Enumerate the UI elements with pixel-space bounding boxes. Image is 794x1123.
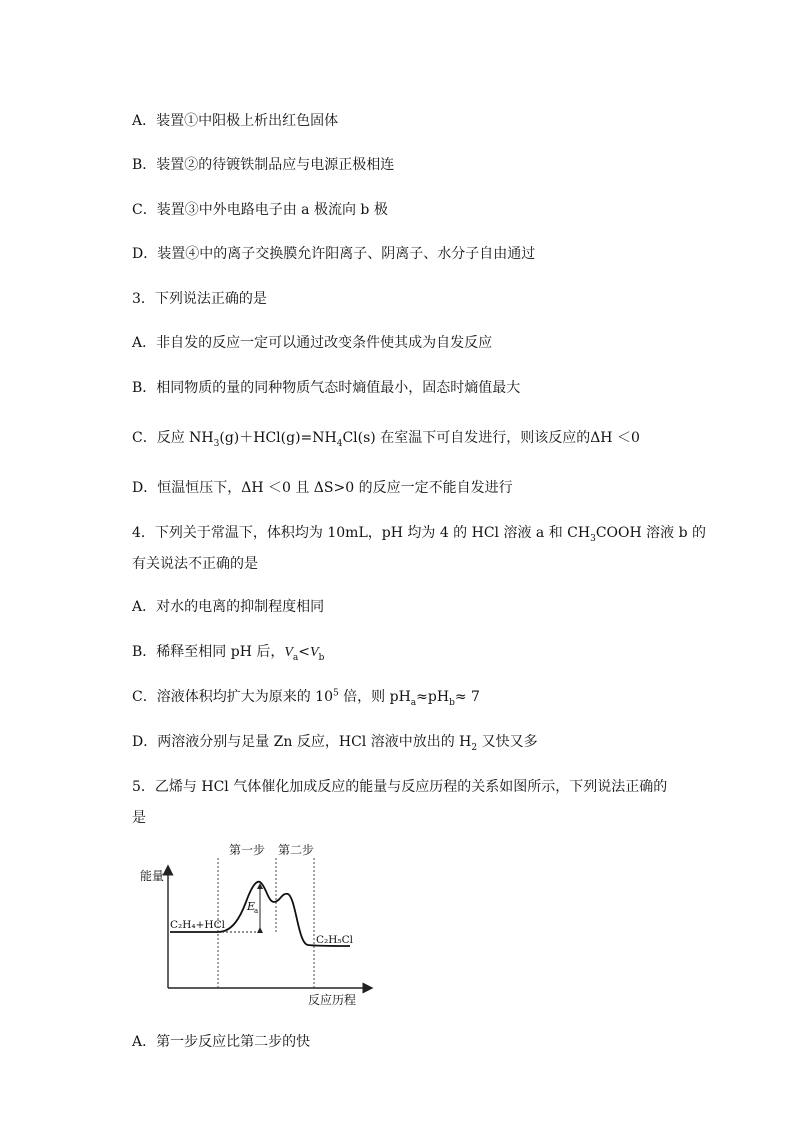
q5-stem-line-2: 是 [132,810,146,826]
q4-option-d [132,733,538,751]
ea-sub-label: a [254,907,259,915]
q4-b-var-1: V [284,645,293,660]
x-axis-label: 反应历程 [308,993,357,1007]
q4-c-sub-2: b [449,697,455,708]
step1-label: 第一步 [229,843,266,857]
q4-d-sub: 2 [471,742,478,753]
q4-stem-line-2: 有关说法不正确的是 [132,556,258,572]
q4-stem-text-1: 4．下列关于常温下，体积均为 10mL，pH 均为 4 的 HCl 溶液 a 和 CH [132,525,591,541]
q4-option-a: A．对水的电离的抑制程度相同 [132,599,325,615]
q4-b-text: B．稀释至相同 pH 后， [132,644,285,660]
q3-option-b: B．相同物质的量的同种物质气态时熵值最小，固态时熵值最大 [132,380,521,396]
q4-c-text-3: ≈pH [416,689,450,705]
q3-c-sub-1: 3 [213,438,220,449]
q3-option-c [132,429,640,447]
q2-option-b: B．装置②的待镀铁制品应与电源正极相连 [132,157,395,173]
q4-c-sub-1: a [410,697,417,708]
reactant-label: C₂H₄+HCl [170,919,225,931]
q4-stem-sub: 3 [590,533,596,544]
q4-b-lt: < [298,644,311,660]
q2-option-c: C．装置③中外电路电子由 a 极流向 b 极 [132,202,388,218]
ea-label: E [247,900,256,913]
q2-option-a: A．装置①中阳极上析出红色固体 [132,113,339,129]
q3-c-sub-2: 4 [336,438,343,449]
energy-diagram [140,840,380,1010]
q4-d-text-2: 又快又多 [477,734,538,750]
q4-d-text-1: D．两溶液分别与足量 Zn 反应，HCl 溶液中放出的 H [132,734,472,750]
y-axis-label: 能量 [140,869,165,883]
q3-c-text-1: C．反应 NH [132,430,214,446]
q3-option-d: D．恒温恒压下，ΔH ＜0 且 ΔS>0 的反应一定不能自发进行 [132,480,513,496]
q2-option-d: D．装置④中的离子交换膜允许阳离子、阴离子、水分子自由通过 [132,246,536,262]
energy-diagram-svg [140,840,380,1010]
q3-option-a: A．非自发的反应一定可以通过改变条件使其成为自发反应 [132,335,493,351]
q4-option-c [132,688,480,706]
q4-b-sub-2: b [318,652,325,663]
q4-c-text-4: ≈ 7 [454,689,480,705]
q4-c-text-2: 倍，则 pH [338,689,411,705]
q4-stem-line-1 [132,524,706,542]
product-label: C₂H₅Cl [316,934,354,946]
q4-stem-text-2: COOH 溶液 b 的 [595,525,707,541]
q4-b-var-2: V [310,645,319,660]
q4-option-b [132,643,324,662]
q4-c-sup: 5 [332,688,339,699]
q3-c-text-3: Cl(s) 在室温下可自发进行，则该反应的ΔH ＜0 [342,430,640,446]
q4-c-text-1: C．溶液体积均扩大为原来的 10 [132,689,333,705]
q5-option-a: A．第一步反应比第二步的快 [132,1034,311,1050]
q5-stem-line-1: 5．乙烯与 HCl 气体催化加成反应的能量与反应历程的关系如图所示，下列说法正确的 [132,779,668,795]
q3-c-text-2: (g)＋HCl(g)=NH [219,430,337,446]
q4-b-sub-1: a [292,652,299,663]
q3-stem: 3．下列说法正确的是 [132,291,267,307]
step2-label: 第二步 [278,843,315,857]
